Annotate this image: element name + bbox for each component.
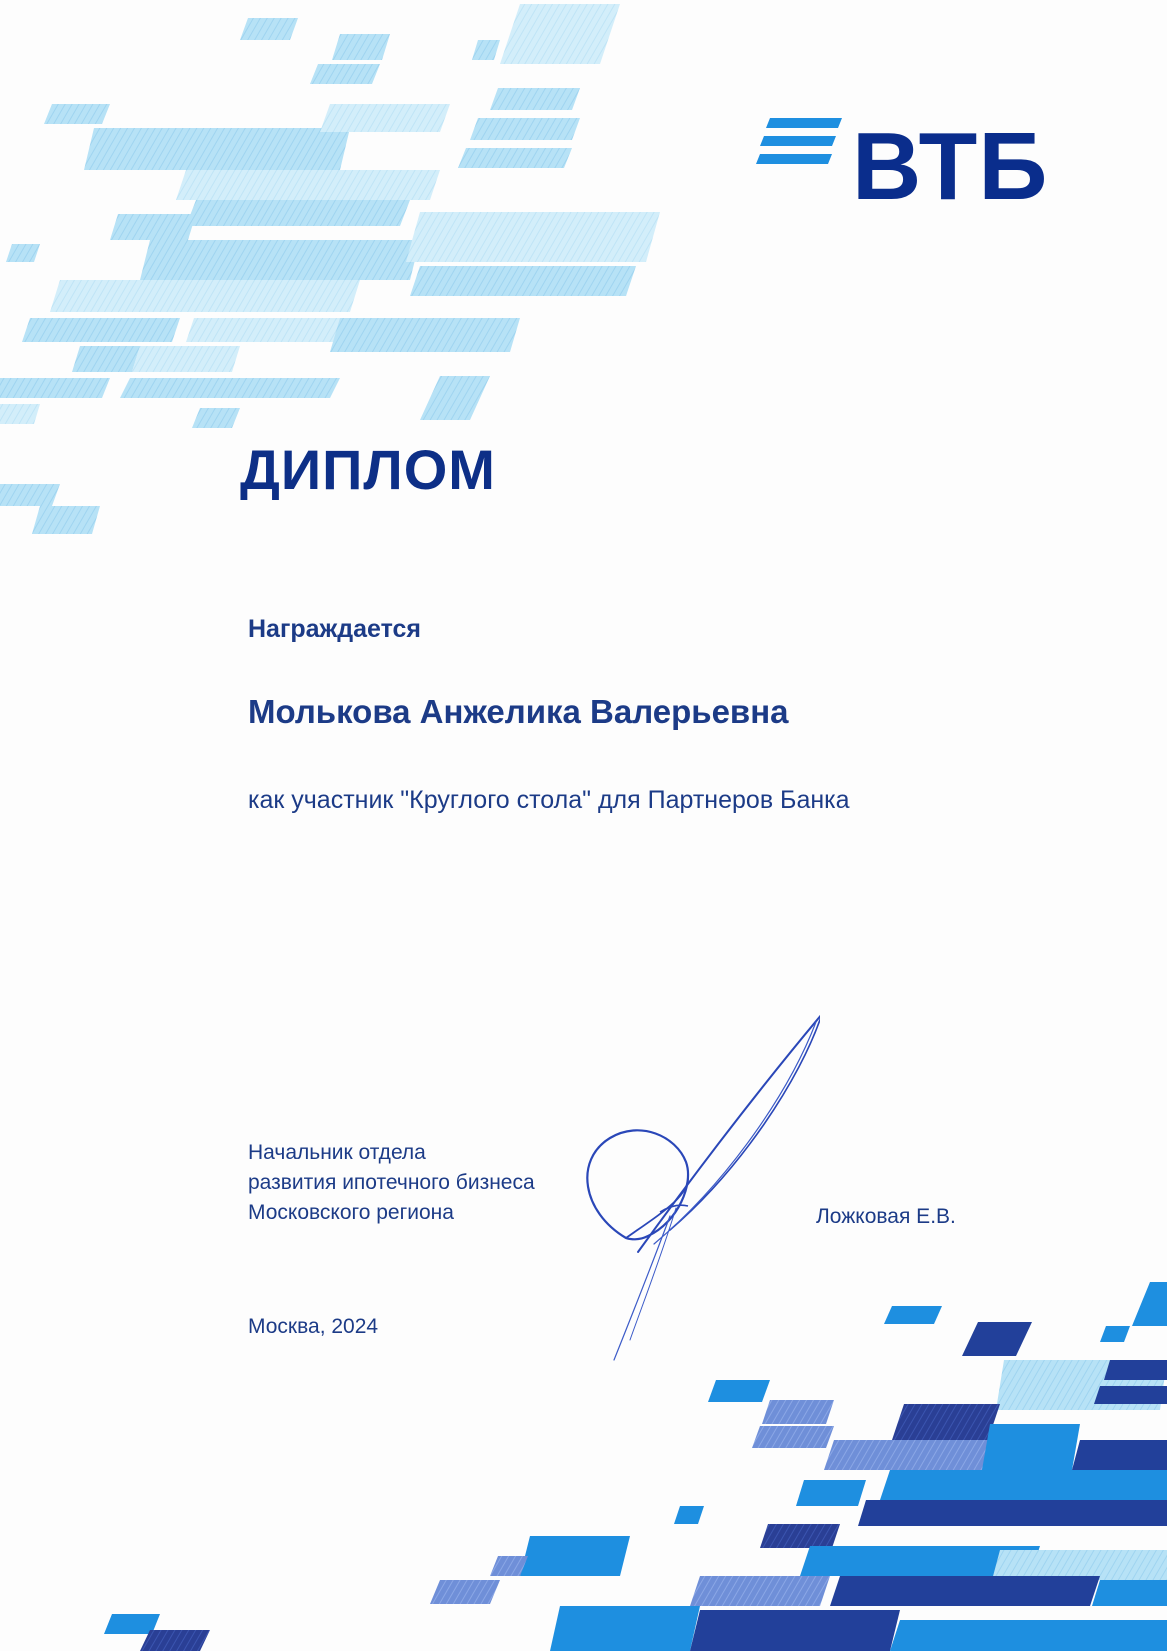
signatory-position	[248, 1138, 535, 1228]
signatory-position-line: развития ипотечного бизнеса	[248, 1171, 535, 1194]
handwritten-signature-icon	[580, 1000, 820, 1370]
vtb-logo-text: ВТБ	[852, 113, 1049, 220]
signatory-position-line: Начальник отдела	[248, 1141, 426, 1164]
signatory-position-line: Московского региона	[248, 1201, 454, 1224]
vtb-logo	[756, 112, 1049, 222]
certificate-title: ДИПЛОМ	[240, 438, 496, 501]
place-and-date: Москва, 2024	[248, 1315, 379, 1338]
signatory-name: Ложковая Е.В.	[816, 1205, 956, 1228]
recipient-name: Молькова Анжелика Валерьевна	[248, 693, 789, 730]
vtb-logo-bars-icon	[756, 118, 846, 178]
awarded-label: Награждается	[248, 615, 422, 643]
award-reason: как участник "Круглого стола" для Партнеров Банка	[248, 786, 850, 814]
